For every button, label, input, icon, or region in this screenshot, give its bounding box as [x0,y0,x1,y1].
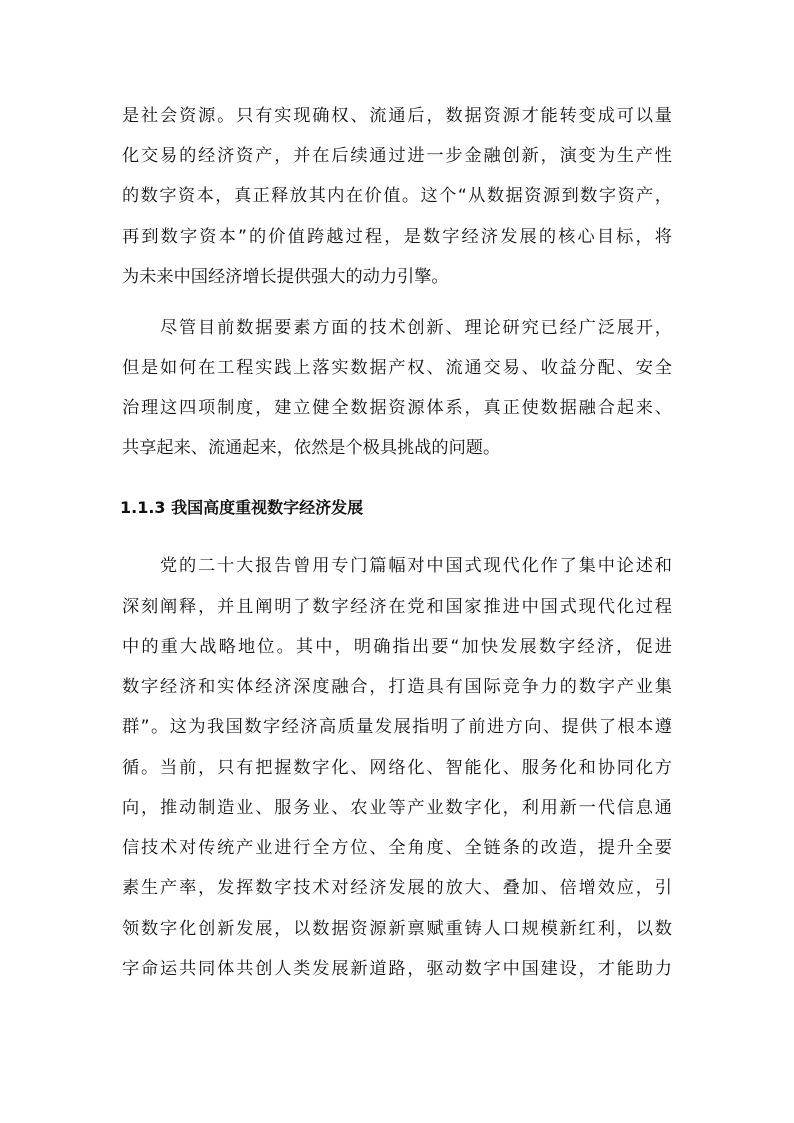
section-paragraph-line-3: 中的重大战略地位。其中，明确指出要“加快发展数字经济，促进 [122,637,672,657]
paragraph-2-line-2: 但是如何在工程实践上落实数据产权、流通交易、收益分配、安全 [122,358,672,378]
paragraph-1-line-5: 为未来中国经济增长提供强大的动力引擎。 [122,267,449,287]
section-paragraph-line-11: 字命运共同体共创人类发展新道路，驱动数字中国建设，才能助力 [122,959,672,979]
paragraph-2-line-3: 治理这四项制度，建立健全数据资源体系，真正使数据融合起来、 [122,398,672,418]
section-paragraph-line-6: 循。当前，只有把握数字化、网络化、智能化、服务化和协同化方 [122,758,672,778]
section-paragraph-line-2: 深刻阐释，并且阐明了数字经济在党和国家推进中国式现代化过程 [122,597,672,617]
paragraph-1-line-4: 再到数字资本”的价值跨越过程，是数字经济发展的核心目标，将 [122,227,672,247]
paragraph-2-line-1: 尽管目前数据要素方面的技术创新、理论研究已经广泛展开， [160,318,672,338]
paragraph-2-line-4: 共享起来、流通起来，依然是个极具挑战的问题。 [122,438,501,458]
section-paragraph-line-5: 群”。这为我国数字经济高质量发展指明了前进方向、提供了根本遵 [122,717,672,737]
section-heading: 1.1.3 我国高度重视数字经济发展 [120,498,364,517]
section-paragraph-line-1: 党的二十大报告曾用专门篇幅对中国式现代化作了集中论述和 [160,556,672,576]
paragraph-1-line-2: 化交易的经济资产，并在后续通过进一步金融创新，演变为生产性 [122,146,672,166]
section-paragraph-line-4: 数字经济和实体经济深度融合，打造具有国际竞争力的数字产业集 [122,677,672,697]
paragraph-1-line-1: 是社会资源。只有实现确权、流通后，数据资源才能转变成可以量 [122,106,672,126]
section-paragraph-line-8: 信技术对传统产业进行全方位、全角度、全链条的改造，提升全要 [122,838,672,858]
paragraph-1-line-3: 的数字资本，真正释放其内在价值。这个“从数据资源到数字资产， [122,186,672,206]
section-paragraph-line-9: 素生产率，发挥数字技术对经济发展的放大、叠加、倍增效应，引 [122,878,672,898]
section-paragraph-line-10: 领数字化创新发展，以数据资源新禀赋重铸人口规模新红利，以数 [122,919,672,939]
section-paragraph-line-7: 向，推动制造业、服务业、农业等产业数字化，利用新一代信息通 [122,798,672,818]
